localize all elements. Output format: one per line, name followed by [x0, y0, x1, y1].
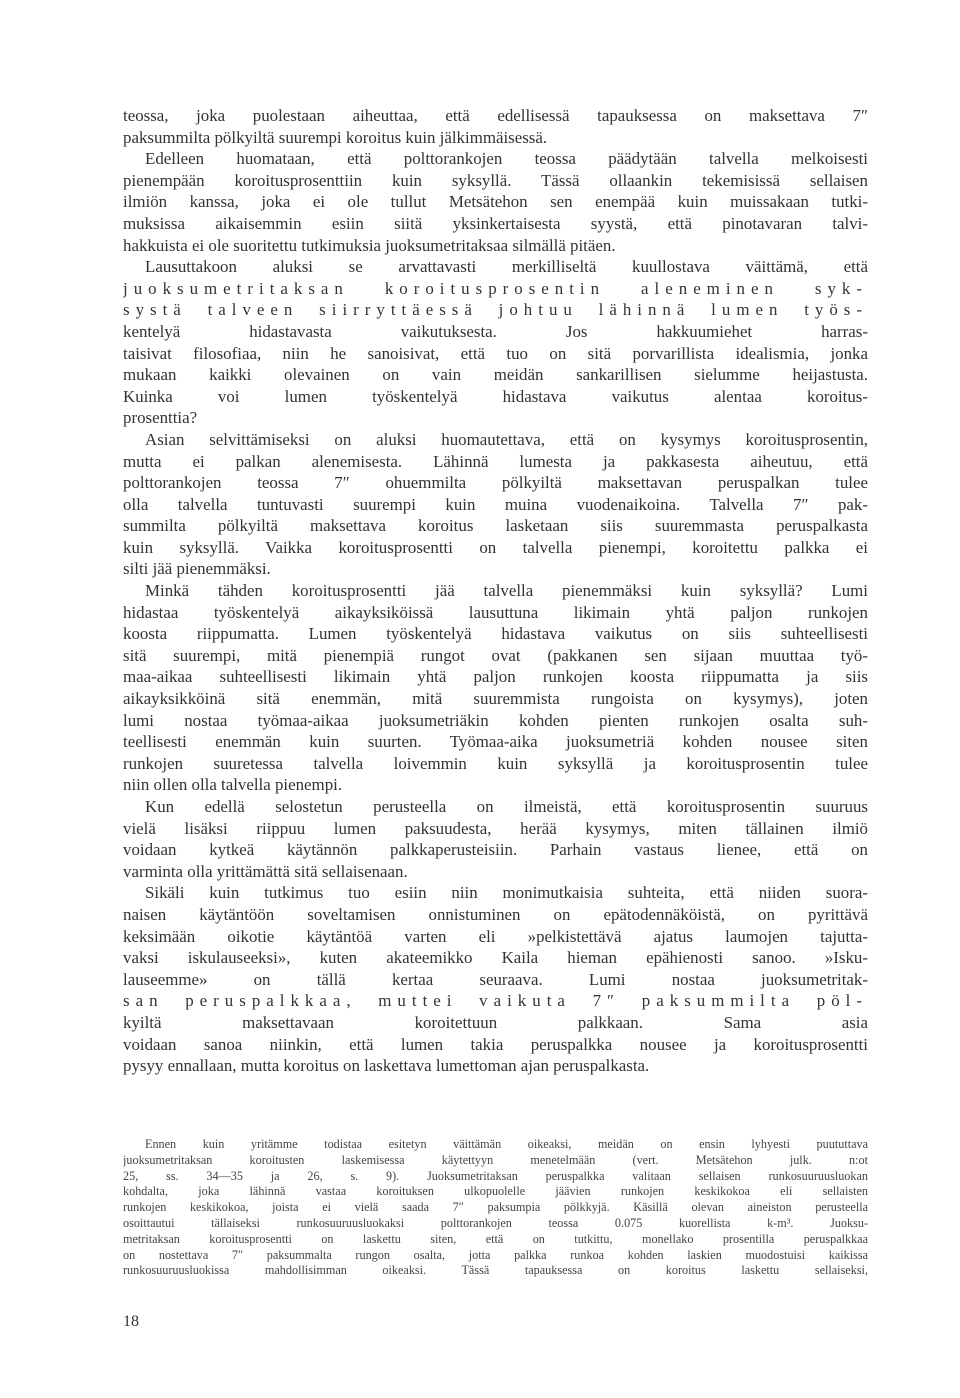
body-text-line: keksimään oikotie käytäntöä varten eli »pelkistettävä ajatus laumojen tajutta- [123, 926, 868, 946]
body-text-line: naisen käytäntöön soveltamisen onnistuminen on epätodennäköistä, on pyrittävä [123, 904, 868, 924]
body-text-line: sitä suurempi, mitä pienempiä rungot ovat (pakkanen sen sijaan muuttaa työ- [123, 645, 868, 665]
body-text-line: hakkuista ei ole suoritettu tutkimuksia juoksumetritaksaa silmällä pitäen. [123, 235, 616, 255]
body-text-line: polttorankojen teossa 7″ ohuemmilta pölkyiltä maksettavan peruspalkan tulee [123, 473, 868, 493]
body-text-line: san peruspalkkaa, muttei vaikuta 7″ paksummilta pöl- [123, 991, 868, 1011]
body-text-line: koosta riippumatta. Lumen työskentelyä hidastava vaikutus on siis suhteellisesti [123, 624, 868, 644]
body-text-line: Lausuttakoon aluksi se arvattavasti merkilliseltä kuullostava väittämä, että [145, 257, 868, 277]
footnote [123, 1137, 868, 1279]
footnote-line: 25, ss. 34—35 ja 26, s. 9). Juoksumetritaksan peruspalkka valitaan sellaisen runkosuuruusluokan [123, 1168, 868, 1183]
body-text-line: maa-aikaa suhteellisesti likimain yhtä paljon runkojen koosta riippumatta ja siis [123, 667, 868, 687]
body-text-line: kuin syksyllä. Vaikka koroitusprosentti on talvella pienempi, koroitettu palkka ei [123, 537, 868, 557]
footnote-line: kohdalta, joka lähinnä vastaa koroituksen ulkopuolelle jäävien runkojen keskikokoa eli sellaisten [123, 1184, 868, 1199]
footnote-line: osoittautui tällaiseksi runkosuuruusluokaksi polttorankojen teossa 0.075 kuorellista k-m³. Juoksu- [123, 1215, 868, 1230]
body-text-line: ilmiön kanssa, joka ei ole tullut Metsätehon sen enempää kuin muissakaan tutki- [123, 192, 868, 212]
body-text-line: vaksi iskulauseeksi», kuten akateemikko Kaila hieman epähienosti sanoo. »Isku- [123, 948, 868, 968]
body-text-line: Edelleen huomataan, että polttorankojen teossa päädytään talvella melkoisesti [145, 149, 868, 169]
body-text-line: kentelyä hidastavasta vaikutuksesta. Jos hakkuumiehet harras- [123, 321, 868, 341]
footnote-line: on nostettava 7″ paksummalta rungon osalta, jotta palkka runkoa kohden laskien muodostuisi kaikissa [123, 1247, 868, 1262]
body-text-line: Minkä tähden koroitusprosentti jää talvella pienemmäksi kuin syksyllä? Lumi [145, 581, 868, 601]
body-text-line: runkojen suuretessa talvella loivemmin kuin syksyllä ja koroitusprosentin tulee [123, 753, 868, 773]
body-text-line: juoksumetritaksan koroitusprosentin aleneminen syk- [123, 278, 868, 298]
body-text-line: Kun edellä selostetun perusteella on ilmeistä, että koroitusprosentin suuruus [145, 797, 868, 816]
body-text-line: teellisesti enemmän kuin suurten. Työmaa-aika juoksumetriä kohden nousee siten [123, 732, 868, 752]
footnote-line: runkosuuruusluokissa mahdollisimman oikeaksi. Tässä tapauksessa on koroitus laskettu sellaiseksi, [123, 1263, 868, 1278]
body-text-line: silti jää pienemmäksi. [123, 559, 271, 579]
body-text-line: Kuinka voi lumen työskentelyä hidastava vaikutus alentaa koroitus- [123, 386, 868, 406]
footnote-line: juoksumetritaksan koroitusten laskemisessa käytettyyn menetelmään (vert. Metsätehon julk. n:ot [123, 1152, 868, 1167]
footnote-line: Ennen kuin yritämme todistaa esitetyn väittämän oikeaksi, meidän on ensin lyhyesti puututtava [145, 1137, 868, 1151]
body-text-line: teossa, joka puolestaan aiheuttaa, että edellisessä tapauksessa on maksettava 7″ [123, 106, 868, 125]
body-text-line: systä talveen siirryttäessä johtuu lähinnä lumen työs- [123, 300, 868, 320]
body-text-line: pienempään koroitusprosenttiin kuin syksyllä. Tässä ollaankin tekemisissä sellaisen [123, 170, 868, 190]
body-text-line: lauseemme» on tällä kertaa seuraava. Lumi nostaa juoksumetritak- [123, 969, 868, 989]
body-text-line: hidastaa työskentelyä aikayksiköissä lausuttuna likimain yhtä paljon runkojen [123, 602, 868, 622]
body-text-line: prosenttia? [123, 408, 198, 428]
body-text-line: muksissa aikaisemmin esiin siitä yksinkertaisesta syystä, että pinotavaran talvi- [123, 213, 868, 233]
body-text-line: Asian selvittämiseksi on aluksi huomautettava, että on kysymys koroitusprosentin, [145, 429, 868, 449]
body-text-line: taisivat filosofiaa, niin he sanoisivat, että tuo on sitä porvarillista idealismia, jonka [123, 343, 868, 363]
body-text-line: Sikäli kuin tutkimus tuo esiin niin monimutkaisia suhteita, että niiden suora- [145, 883, 868, 903]
body-text-line: paksummilta pölkyiltä suurempi koroitus kuin jälkimmäisessä. [123, 127, 548, 147]
page-number: 18 [123, 1313, 139, 1330]
footnote-line: metritaksan koroitusprosentti on laskettu siten, että on tutkittu, monellako prosentilla peruspalkkaa [123, 1231, 868, 1246]
body-text-line: niin ollen olla talvella pienempi. [123, 775, 343, 795]
body-text-line: mukaan kaikki olevainen on vain meidän sankarillisen sielumme heijastusta. [123, 365, 868, 385]
document-page [123, 0, 868, 1398]
body-text-line: kyiltä maksettavaan koroitettuun palkkaan. Sama asia [123, 1012, 868, 1032]
footnote-line: runkojen keskikokoa, joista ei vielä saada 7″ paksumpia pölkkyjä. Käsillä olevan aineiston perusteella [123, 1200, 868, 1215]
body-text [123, 105, 868, 1077]
body-text-line: lumi nostaa työmaa-aikaa juoksumetriäkin kohden pienten runkojen osalta suh- [123, 710, 868, 730]
body-text-line: mutta ei palkan alenemisesta. Lähinnä lumesta ja pakkasesta aiheutuu, että [123, 451, 868, 471]
body-text-line: voidaan sanoa niinkin, että lumen takia peruspalkka nousee ja koroitusprosentti [123, 1034, 868, 1054]
body-text-line: olla talvella tuntuvasti suurempi kuin muina vuodenaikoina. Talvella 7″ pak- [123, 494, 868, 514]
body-text-line: voidaan kytkeä käytännön palkkaperusteisiin. Parhain vastaus lienee, että on [123, 840, 868, 860]
body-text-line: pysyy ennallaan, mutta koroitus on laskettava lumettoman ajan peruspalkasta. [123, 1056, 650, 1076]
body-text-line: vielä lisäksi riippuu lumen paksuudesta, herää kysymys, miten tällainen ilmiö [123, 818, 868, 838]
body-text-line: aikayksikköinä sitä enemmän, mitä suuremmista rungoista on kysymys), joten [123, 689, 868, 709]
body-text-line: summilta pölkyiltä maksettava koroitus lasketaan siis suuremmasta peruspalkasta [123, 516, 868, 536]
body-text-line: varminta olla yrittämättä sitä sellaisenaan. [123, 861, 408, 881]
